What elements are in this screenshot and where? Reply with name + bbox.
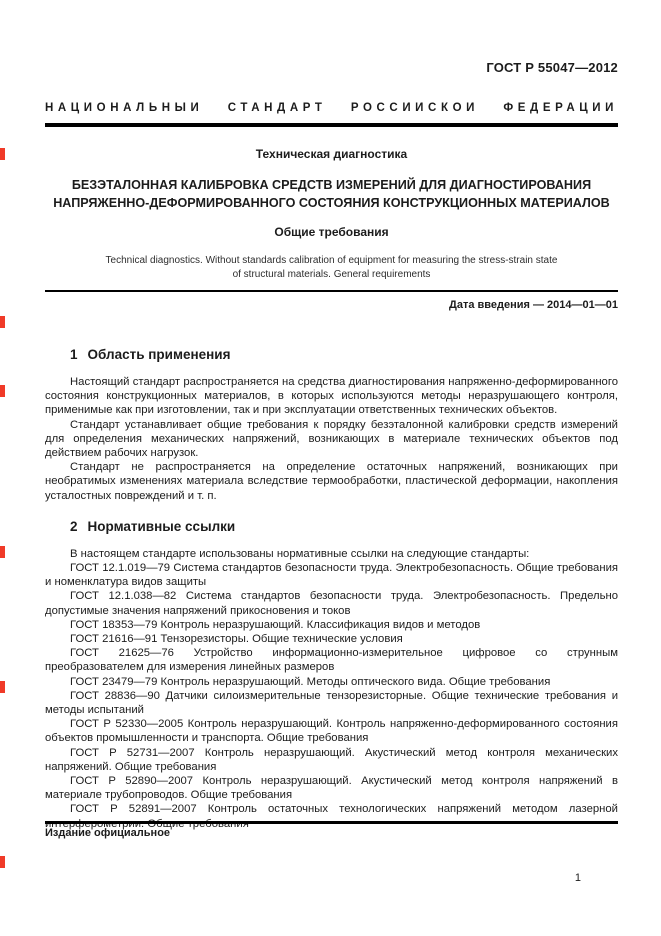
reference-item: ГОСТ 28836—90 Датчики силоизмерительные тензорезисторные. Общие технические требования и методы испытаний <box>45 689 618 717</box>
reference-item: ГОСТ 18353—79 Контроль неразрушающий. Классификация видов и методов <box>70 618 481 631</box>
paragraph: Настоящий стандарт распространяется на средства диагностирования напряженно-деформированного состояния конструкционных материалов, в которых используются методы неразрушающего контроля, применимые как при изготовлении, так и при эксплуатации ответственных технических объектов. <box>45 376 618 417</box>
footer-rule <box>45 821 618 824</box>
section-number: 2 <box>70 518 78 534</box>
section-title: Нормативные ссылки <box>87 518 236 534</box>
section-heading-normative-refs <box>45 519 618 534</box>
header-rule <box>45 123 618 127</box>
doc-title-line2: НАПРЯЖЕННО-ДЕФОРМИРОВАННОГО СОСТОЯНИЯ КОНСТРУКЦИОННЫХ МАТЕРИАЛОВ <box>53 196 610 210</box>
standard-banner: НАЦИОНАЛЬНЫЙ СТАНДАРТ РОССИЙСКОЙ ФЕДЕРАЦИИ <box>45 102 618 114</box>
reference-item: ГОСТ 12.1.019—79 Система стандартов безопасности труда. Электробезопасность. Общие требования и номенклатура видов защиты <box>45 562 618 589</box>
doc-title-english <box>45 254 618 282</box>
paragraph: Стандарт не распространяется на определение остаточных напряжений, возникающих при необратимых изменениях материала вследствие термообработки, пластической деформации, накопления усталостных повреждений и т. п. <box>45 461 618 502</box>
edition-note: Издание официальное <box>45 827 171 839</box>
effective-date: Дата введения — 2014—01—01 <box>449 299 618 311</box>
page-number: 1 <box>574 872 581 884</box>
reference-item: ГОСТ Р 52891—2007 Контроль остаточных технологических напряжений методом лазерной интерферометрии. Общие требования <box>45 803 618 830</box>
reference-item: ГОСТ Р 52330—2005 Контроль неразрушающий. Контроль напряженно-деформированного состояния объектов промышленности и транспорта. Общие требования <box>45 718 618 745</box>
scan-artifact-mark <box>0 385 5 397</box>
references-intro: В настоящем стандарте использованы нормативные ссылки на следующие стандарты: <box>70 547 530 560</box>
reference-item: ГОСТ 23479—79 Контроль неразрушающий. Методы оптического вида. Общие требования <box>70 675 551 688</box>
paragraph: Стандарт устанавливает общие требования к порядку безэталонной калибровки средств измерений для определения механических напряжений, возникающих в материале технических объектов под действием рабочих нагрузок. <box>45 418 618 460</box>
scan-artifact-mark <box>0 148 5 160</box>
reference-item: ГОСТ 21616—91 Тензорезисторы. Общие технические условия <box>70 633 403 646</box>
scan-artifact-mark <box>0 546 5 558</box>
doc-number: ГОСТ Р 55047—2012 <box>486 60 618 75</box>
scan-artifact-mark <box>0 316 5 328</box>
doc-title-english-line1: Technical diagnostics. Without standards calibration of equipment for measuring the stress-strain state <box>105 255 558 266</box>
reference-item: ГОСТ 21625—76 Устройство информационно-измерительное цифровое со струнным преобразователем для измерения линейных размеров <box>45 647 618 674</box>
scan-artifact-mark <box>0 681 5 693</box>
reference-item: ГОСТ Р 52731—2007 Контроль неразрушающий. Акустический метод контроля механических напряжений. Общие требования <box>45 746 618 773</box>
doc-subtitle: Общие требования <box>274 225 389 239</box>
doc-title-english-line2: of structural materials. General requirements <box>232 269 431 280</box>
reference-item: ГОСТ Р 52890—2007 Контроль неразрушающий. Акустический метод контроля напряжений в материале трубопроводов. Общие требования <box>45 775 618 802</box>
doc-subject: Техническая диагностика <box>255 147 408 161</box>
doc-title-line1: БЕЗЭТАЛОННАЯ КАЛИБРОВКА СРЕДСТВ ИЗМЕРЕНИЙ ДЛЯ ДИАГНОСТИРОВАНИЯ <box>71 178 592 192</box>
reference-item: ГОСТ 12.1.038—82 Система стандартов безопасности труда. Электробезопасность. Предельно допустимые значения напряжений прикосновения и токов <box>45 590 618 617</box>
section-number: 1 <box>70 347 78 362</box>
doc-title <box>45 176 618 212</box>
section-title: Область применения <box>87 347 231 362</box>
scan-artifact-mark <box>0 856 5 868</box>
section-heading-scope <box>45 347 618 362</box>
title-rule <box>45 290 618 292</box>
